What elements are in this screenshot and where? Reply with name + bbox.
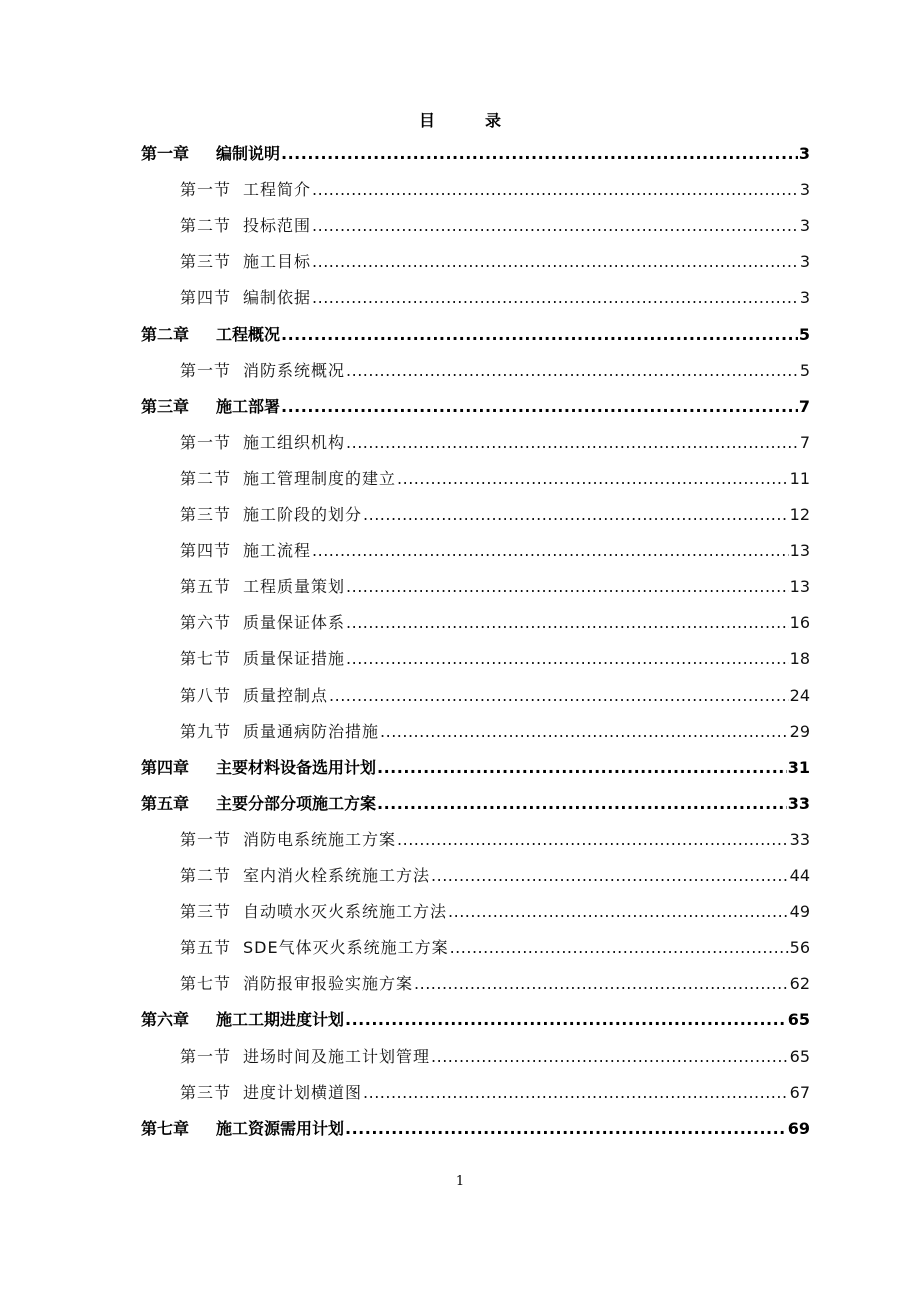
toc-entry-label — [180, 431, 345, 455]
toc-section-entry[interactable] — [180, 575, 810, 599]
toc-section-entry[interactable] — [180, 286, 810, 310]
toc-dot-leader — [397, 467, 789, 491]
toc-entry-label — [180, 900, 447, 924]
toc-dot-leader — [346, 575, 789, 599]
toc-dot-leader — [363, 1081, 789, 1105]
toc-entry-number: 第二节 — [180, 216, 232, 236]
toc-entry-number: 第一节 — [180, 829, 232, 849]
toc-entry-page: 29 — [789, 721, 810, 741]
toc-entry-label — [180, 467, 396, 491]
toc-entry-number: 第三节 — [180, 505, 232, 524]
toc-entry-number: 第九节 — [180, 721, 232, 741]
toc-entry-text: 室内消火栓系统施工方法 — [243, 866, 431, 885]
toc-entry-label — [180, 828, 396, 852]
toc-entry-label — [180, 1045, 430, 1069]
toc-entry-label — [141, 792, 376, 816]
toc-section-entry[interactable] — [180, 611, 810, 635]
toc-entry-number: 第四节 — [180, 541, 232, 561]
toc-dot-leader — [397, 828, 789, 852]
toc-section-entry[interactable] — [180, 359, 810, 383]
toc-entry-page: 18 — [789, 649, 810, 669]
toc-dot-leader — [281, 142, 798, 166]
toc-section-entry[interactable] — [180, 647, 810, 671]
toc-entry-text: 消防系统概况 — [243, 360, 346, 380]
toc-entry-number: 第三章 — [141, 396, 190, 416]
toc-section-entry[interactable] — [180, 539, 810, 563]
toc-section-entry[interactable] — [180, 431, 810, 455]
toc-entry-number: 第二节 — [180, 468, 232, 488]
toc-entry-page: 11 — [789, 468, 810, 488]
toc-entry-page: 3 — [799, 288, 810, 308]
toc-entry-page: 16 — [789, 613, 810, 633]
toc-entry-label — [180, 286, 311, 310]
toc-dot-leader — [345, 1117, 787, 1141]
toc-dot-leader — [345, 1008, 787, 1032]
toc-entry-label — [180, 647, 345, 671]
toc-entry-page: 3 — [799, 180, 810, 200]
toc-entry-number: 第二章 — [141, 324, 190, 344]
toc-entry-label — [180, 1081, 362, 1105]
toc-chapter-entry[interactable] — [141, 142, 810, 166]
toc-dot-leader — [414, 972, 789, 996]
toc-dot-leader — [346, 359, 799, 383]
toc-entry-number: 第一节 — [180, 180, 232, 200]
toc-entry-text: 主要材料设备选用计划 — [216, 757, 377, 777]
toc-entry-page: 3 — [799, 216, 810, 236]
toc-entry-page: 5 — [799, 360, 810, 380]
toc-entry-number: 第一节 — [180, 1046, 232, 1066]
toc-entry-text: 施工工期进度计划 — [216, 1010, 345, 1030]
toc-entry-number: 第五章 — [141, 793, 190, 813]
toc-entry-label — [180, 359, 345, 383]
toc-entry-text: 施工管理制度的建立 — [243, 468, 397, 488]
toc-entry-page: 69 — [787, 1118, 810, 1138]
toc-entry-page: 33 — [789, 829, 810, 849]
toc-entry-text: 质量通病防治措施 — [243, 721, 380, 741]
toc-entry-number: 第七节 — [180, 649, 232, 669]
toc-entry-text: 施工目标 — [243, 252, 312, 272]
toc-entry-number: 第一节 — [180, 432, 232, 452]
toc-entry-number: 第四章 — [141, 757, 190, 777]
toc-dot-leader — [380, 720, 789, 744]
toc-chapter-entry[interactable] — [141, 395, 810, 419]
page-number: 1 — [455, 1174, 465, 1189]
toc-entry-text: 质量控制点 — [243, 685, 329, 705]
toc-dot-leader — [346, 611, 789, 635]
toc-section-entry[interactable] — [180, 684, 810, 708]
toc-dot-leader — [363, 503, 789, 527]
toc-section-entry[interactable] — [180, 1045, 810, 1069]
toc-entry-page: 13 — [789, 577, 810, 597]
toc-entry-label — [180, 720, 379, 744]
toc-section-entry[interactable] — [180, 864, 810, 888]
toc-entry-page: 31 — [787, 757, 810, 777]
toc-entry-number: 第七章 — [141, 1118, 190, 1138]
toc-entry-page: 13 — [789, 541, 810, 561]
toc-entry-text: 施工组织机构 — [243, 432, 346, 452]
toc-dot-leader — [448, 900, 789, 924]
toc-entry-page: 12 — [789, 505, 810, 524]
toc-entry-label — [141, 756, 376, 780]
toc-entry-number: 第一节 — [180, 360, 232, 380]
toc-section-entry[interactable] — [180, 178, 810, 202]
toc-dot-leader — [312, 539, 789, 563]
toc-dot-leader — [312, 286, 799, 310]
toc-entry-text: 进度计划横道图 — [243, 1082, 363, 1102]
toc-dot-leader — [431, 1045, 789, 1069]
toc-section-entry[interactable] — [180, 250, 810, 274]
toc-entry-label — [141, 1008, 344, 1032]
toc-section-entry[interactable] — [180, 503, 810, 527]
toc-entry-page: 5 — [798, 324, 810, 344]
toc-entry-number: 第七节 — [180, 974, 232, 994]
toc-title-part2: 录 — [485, 111, 502, 130]
toc-chapter-entry[interactable] — [141, 1008, 810, 1032]
toc-section-entry[interactable] — [180, 828, 810, 852]
toc-entry-text: 施工资源需用计划 — [216, 1118, 345, 1138]
toc-entry-text: 进场时间及施工计划管理 — [243, 1046, 431, 1066]
toc-entry-number: 第三节 — [180, 252, 232, 272]
toc-entry-label — [180, 864, 430, 888]
toc-entry-label — [180, 178, 311, 202]
toc-dot-leader — [346, 431, 799, 455]
toc-entry-text: 编制依据 — [243, 288, 312, 308]
toc-dot-leader — [281, 323, 798, 347]
toc-dot-leader — [431, 864, 789, 888]
toc-entry-number: 第一章 — [141, 144, 190, 163]
toc-dot-leader — [281, 395, 798, 419]
toc-entry-number: 第三节 — [180, 902, 232, 922]
toc-entry-page: 67 — [789, 1082, 810, 1102]
toc-dot-leader — [312, 214, 799, 238]
toc-entry-number: 第五节 — [180, 577, 232, 597]
toc-dot-leader — [312, 178, 799, 202]
toc-dot-leader — [329, 684, 789, 708]
toc-entry-number: 第三节 — [180, 1082, 232, 1102]
toc-chapter-entry[interactable] — [141, 323, 810, 347]
toc-entry-number: 第六章 — [141, 1010, 190, 1030]
toc-entry-number: 第六节 — [180, 613, 232, 633]
toc-dot-leader — [312, 250, 799, 274]
toc-entry-text: 编制说明 — [216, 144, 281, 163]
toc-dot-leader — [346, 647, 789, 671]
toc-entry-number: 第八节 — [180, 685, 232, 705]
toc-section-entry[interactable] — [180, 214, 810, 238]
toc-entry-text: 施工流程 — [243, 541, 312, 561]
toc-entry-text: SDE气体灭火系统施工方案 — [243, 938, 449, 958]
toc-entry-text: 施工阶段的划分 — [243, 505, 363, 524]
toc-entry-page: 65 — [787, 1010, 810, 1030]
toc-entry-page: 49 — [789, 902, 810, 922]
toc-entry-text: 消防电系统施工方案 — [243, 829, 397, 849]
toc-entry-page: 56 — [789, 938, 810, 958]
toc-entry-label — [141, 395, 280, 419]
toc-entry-label — [180, 214, 311, 238]
toc-entry-label — [180, 539, 311, 563]
toc-entry-label — [180, 936, 449, 960]
toc-title-part1: 目 — [418, 111, 435, 130]
toc-section-entry[interactable] — [180, 900, 810, 924]
toc-entry-text: 工程质量策划 — [243, 577, 346, 597]
toc-entry-page: 3 — [798, 144, 810, 163]
toc-chapter-entry[interactable] — [141, 792, 810, 816]
toc-entry-page: 44 — [789, 866, 810, 885]
toc-entry-label — [180, 503, 362, 527]
toc-entry-page: 3 — [799, 252, 810, 272]
toc-entry-page: 33 — [787, 793, 810, 813]
toc-entry-label — [141, 142, 280, 166]
toc-entry-page: 62 — [789, 974, 810, 994]
toc-entry-page: 7 — [799, 432, 810, 452]
toc-entry-label — [141, 1117, 344, 1141]
toc-entry-label — [180, 611, 345, 635]
toc-entry-page: 7 — [798, 396, 810, 416]
toc-entry-page: 65 — [789, 1046, 810, 1066]
toc-entry-page: 24 — [789, 685, 810, 705]
toc-entry-label — [180, 972, 413, 996]
toc-entry-text: 主要分部分项施工方案 — [216, 793, 377, 813]
toc-entry-text: 质量保证措施 — [243, 649, 346, 669]
toc-entry-number: 第四节 — [180, 288, 232, 308]
toc-section-entry[interactable] — [180, 1081, 810, 1105]
toc-dot-leader — [450, 936, 789, 960]
toc-section-entry[interactable] — [180, 720, 810, 744]
toc-entry-text: 工程简介 — [243, 180, 312, 200]
toc-dot-leader — [377, 792, 787, 816]
toc-dot-leader — [377, 756, 787, 780]
toc-entry-label — [141, 323, 280, 347]
toc-entry-label — [180, 575, 345, 599]
toc-chapter-entry[interactable] — [141, 756, 810, 780]
toc-entry-label — [180, 250, 311, 274]
toc-section-entry[interactable] — [180, 972, 810, 996]
toc-entry-number: 第五节 — [180, 938, 232, 958]
toc-section-entry[interactable] — [180, 936, 810, 960]
toc-entry-text: 工程概况 — [216, 324, 281, 344]
toc-chapter-entry[interactable] — [141, 1117, 810, 1141]
toc-section-entry[interactable] — [180, 467, 810, 491]
toc-entry-text: 自动喷水灭火系统施工方法 — [243, 902, 448, 922]
toc-entry-label — [180, 684, 328, 708]
toc-entry-text: 消防报审报验实施方案 — [243, 974, 414, 994]
toc-entry-text: 施工部署 — [216, 396, 281, 416]
toc-entry-text: 质量保证体系 — [243, 613, 346, 633]
toc-entry-number: 第二节 — [180, 866, 232, 885]
toc-entry-text: 投标范围 — [243, 216, 312, 236]
